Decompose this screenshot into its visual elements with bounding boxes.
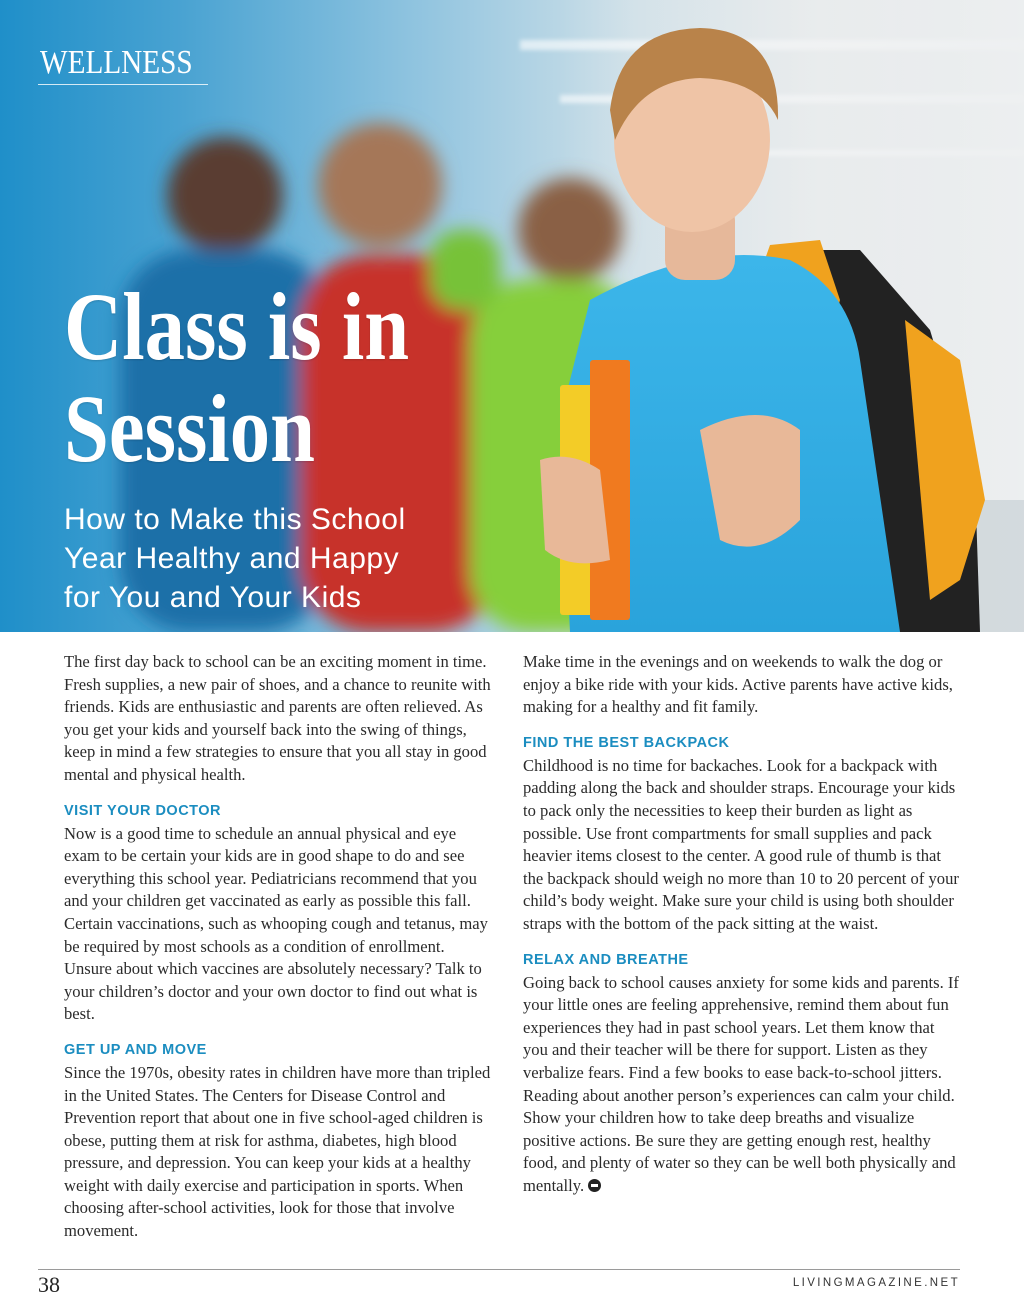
subtitle-line-3: for You and Your Kids: [64, 581, 362, 614]
section-body: Childhood is no time for backaches. Look for a backpack with padding along the back and shoulder straps. Encourage your kids to pack only the necessities to keep their burden as light as possible. Use front compartments for small supplies and pack heavier items closest to the center. A good rule of thumb is that the backpack should weigh no more than 10 to 20 percent of your child’s body weight. Make sure your child is using both shoulder straps with the bottom of the pack sitting at the waist.: [523, 755, 959, 933]
section-label: WELLNESS: [40, 44, 193, 81]
subtitle-line-2: Year Healthy and Happy: [64, 542, 400, 575]
title-line-1: Class is in: [64, 273, 410, 380]
footer-divider: [38, 1269, 960, 1270]
page-number: 38: [38, 1272, 60, 1297]
publication-website: LIVINGMAGAZINE.NET: [792, 1277, 960, 1289]
section-body-continued: Make time in the evenings and on weekends to walk the dog or enjoy a bike ride with your kids. Active parents have active kids, making for a healthy and fit family.: [523, 652, 953, 717]
article-subtitle: [64, 500, 524, 617]
article-column-left: [64, 651, 496, 1243]
section-relax-breathe: [523, 950, 963, 1198]
title-line-2: Session: [64, 375, 315, 482]
section-heading: RELAX AND BREATHE: [523, 951, 689, 968]
section-body-wrapper: [523, 972, 963, 1198]
subtitle-line-1: How to Make this School: [64, 503, 406, 536]
article-column-right: [523, 651, 963, 1197]
intro-paragraph: The first day back to school can be an exciting moment in time. Fresh supplies, a new pair of shoes, and a chance to reunite with friends. Kids are enthusiastic and parents are often relieved. As you get your kids and yourself back into the swing of things, keep in mind a few strategies to ensure that you all stay in good mental and physical health.: [64, 652, 491, 784]
section-heading: GET UP AND MOVE: [64, 1041, 207, 1058]
section-body: Since the 1970s, obesity rates in children have more than tripled in the United States. The Centers for Disease Control and Prevention report that about one in five school-aged children is obese, putting them at risk for asthma, diabetes, high blood pressure, and depression. You can keep your kids at a healthy weight with daily exercise and participation in sports. When choosing after-school activities, look for those that involve movement.: [64, 1062, 491, 1241]
section-label-underline: [38, 84, 208, 85]
section-heading: FIND THE BEST BACKPACK: [523, 734, 730, 751]
section-get-up-and-move: [64, 1040, 496, 1243]
hero-banner: [0, 0, 1024, 632]
section-body: Now is a good time to schedule an annual physical and eye exam to be certain your kids are in good shape to do and see everything this school year. Pediatricians recommend that you and your children get vaccinated as early as possible this fall. Certain vaccinations, such as whooping cough and tetanus, may be required by most schools as a condition of enrollment. Unsure about which vaccines are absolutely necessary? Talk to your children’s doctor and your own doctor to find out what is best.: [64, 823, 488, 1024]
section-body: Going back to school causes anxiety for some kids and parents. If your little ones are feeling apprehensive, remind them about fun experiences they had in past school years. Let them know that you and their teacher will be there for support. Listen as they verbalize fears. Find a few books to ease back-to-school jitters. Reading about another person’s experiences can calm your child. Show your children how to take deep breaths and visualize positive actions. Be sure they are getting enough rest, healthy food, and plenty of water so they can be well both physically and mentally.: [523, 972, 959, 1195]
section-visit-doctor: [64, 801, 496, 1026]
section-find-backpack: [523, 733, 963, 936]
article-title: [64, 273, 501, 482]
end-of-article-icon: [588, 1179, 601, 1192]
section-heading: VISIT YOUR DOCTOR: [64, 802, 222, 819]
